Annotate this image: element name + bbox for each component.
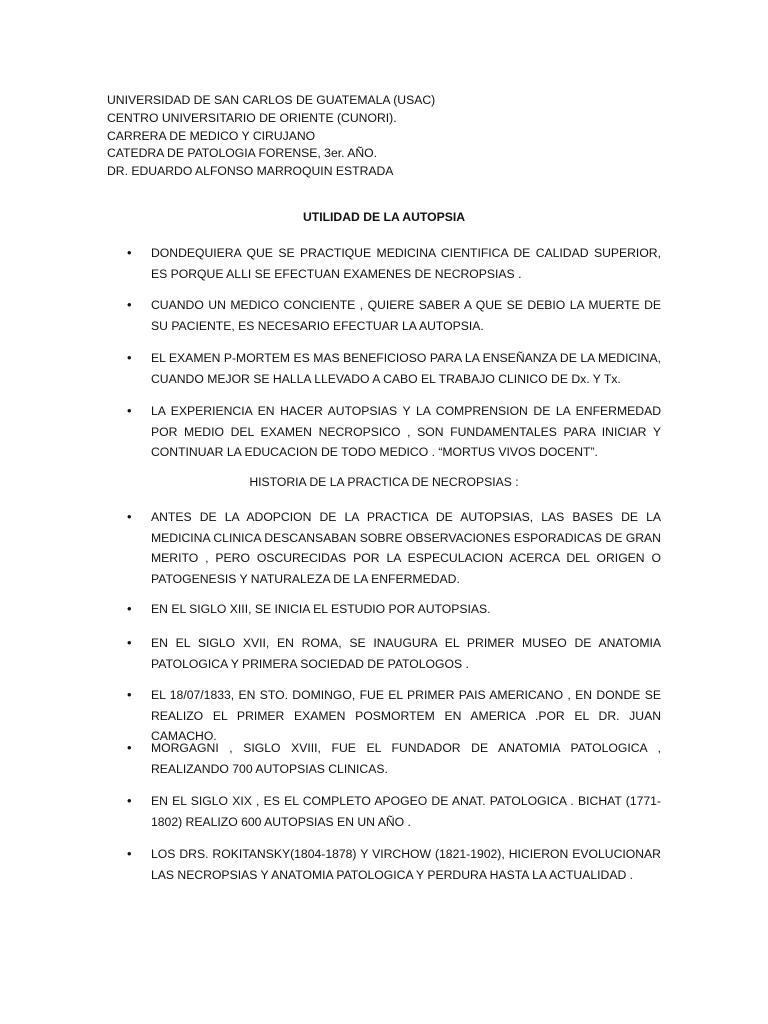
- list-item-text: CUANDO UN MEDICO CONCIENTE , QUIERE SABER A QUE SE DEBIO LA MUERTE DE SU PACIENTE, ES NECESARIO EFECTUAR LA AUTOPSIA.: [151, 298, 661, 333]
- bullet-icon: •: [127, 245, 132, 260]
- bullet-icon: •: [127, 740, 132, 755]
- bullet-icon: •: [127, 297, 132, 312]
- bullet-icon: •: [127, 509, 132, 524]
- list-item-text: EL EXAMEN P-MORTEM ES MAS BENEFICIOSO PARA LA ENSEÑANZA DE LA MEDICINA, CUANDO MEJOR SE HALLA LLEVADO A CABO EL TRABAJO CLINICO DE Dx. Y Tx.: [151, 351, 661, 386]
- header-course: CATEDRA DE PATOLOGIA FORENSE, 3er. AÑO.: [107, 146, 377, 161]
- list-item-text: EN EL SIGLO XVII, EN ROMA, SE INAUGURA EL PRIMER MUSEO DE ANATOMIA PATOLOGICA Y PRIMERA SOCIEDAD DE PATOLOGOS .: [151, 636, 661, 671]
- header-center: CENTRO UNIVERSITARIO DE ORIENTE (CUNORI).: [107, 110, 397, 125]
- list-item-text: EN EL SIGLO XIX , ES EL COMPLETO APOGEO DE ANAT. PATOLOGICA . BICHAT (1771-1802) REALIZO 600 AUTOPSIAS EN UN AÑO .: [151, 794, 661, 829]
- bullet-icon: •: [127, 601, 132, 616]
- list-item-text: DONDEQUIERA QUE SE PRACTIQUE MEDICINA CIENTIFICA DE CALIDAD SUPERIOR, ES PORQUE ALLI SE EFECTUAN EXAMENES DE NECROPSIAS .: [151, 246, 661, 281]
- list-item-text: MORGAGNI , SIGLO XVIII, FUE EL FUNDADOR DE ANATOMIA PATOLOGICA , REALIZANDO 700 AUTOPSIAS CLINICAS.: [151, 741, 661, 776]
- bullet-icon: •: [127, 635, 132, 650]
- document-title: UTILIDAD DE LA AUTOPSIA: [302, 210, 466, 224]
- list-item-text: EN EL SIGLO XIII, SE INICIA EL ESTUDIO POR AUTOPSIAS.: [151, 602, 491, 616]
- history-heading: HISTORIA DE LA PRACTICA DE NECROPSIAS :: [249, 475, 519, 489]
- header-professor: DR. EDUARDO ALFONSO MARROQUIN ESTRADA: [107, 164, 394, 179]
- bullet-icon: •: [127, 403, 132, 418]
- list-item-text: EL 18/07/1833, EN STO. DOMINGO, FUE EL PRIMER PAIS AMERICANO , EN DONDE SE REALIZO EL PRIMER EXAMEN POSMORTEM EN AMERICA .POR EL DR. JUAN CAMACHO.: [151, 688, 661, 743]
- list-item-text: LOS DRS. ROKITANSKY(1804-1878) Y VIRCHOW (1821-1902), HICIERON EVOLUCIONAR LAS NECROPSIAS Y ANATOMIA PATOLOGICA Y PERDURA HASTA LA ACTUALIDAD .: [151, 847, 661, 882]
- header-career: CARRERA DE MEDICO Y CIRUJANO: [107, 128, 316, 143]
- bullet-icon: •: [127, 846, 132, 861]
- bullet-icon: •: [127, 793, 132, 808]
- document-header: [107, 92, 435, 181]
- bullet-icon: •: [127, 687, 132, 702]
- list-item-text: LA EXPERIENCIA EN HACER AUTOPSIAS Y LA COMPRENSION DE LA ENFERMEDAD POR MEDIO DEL EXAMEN NECROPSICO , SON FUNDAMENTALES PARA INICIAR Y CONTINUAR LA EDUCACION DE TODO MEDICO . “MORTUS VIVOS DOCENT”.: [151, 404, 661, 459]
- header-university: UNIVERSIDAD DE SAN CARLOS DE GUATEMALA (USAC): [107, 93, 436, 107]
- list-item-text: ANTES DE LA ADOPCION DE LA PRACTICA DE AUTOPSIAS, LAS BASES DE LA MEDICINA CLINICA DESCANSABAN SOBRE OBSERVACIONES ESPORADICAS DE GRAN MERITO , PERO OSCURECIDAS POR LA ESPECULACION ACERCA DEL ORIGEN O PATOGENESIS Y NATURALEZA DE LA ENFERMEDAD.: [151, 510, 661, 586]
- bullet-icon: •: [127, 350, 132, 365]
